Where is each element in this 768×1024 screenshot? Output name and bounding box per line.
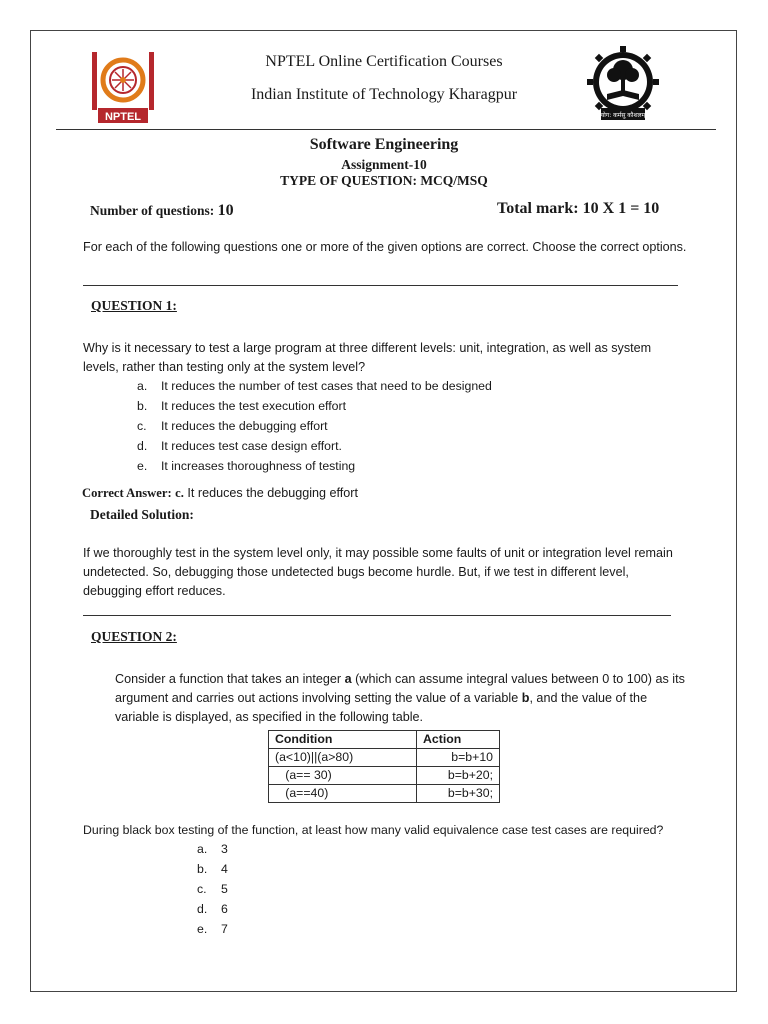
- table-cell-condition: (a== 30): [269, 767, 417, 785]
- total-mark: Total mark: 10 X 1 = 10: [497, 200, 660, 217]
- course-title: Software Engineering: [309, 136, 459, 153]
- q1-solution-heading: Detailed Solution:: [90, 507, 194, 522]
- num-questions-label: Number of questions: [90, 203, 210, 218]
- table-header-action: Action: [417, 731, 500, 749]
- q2-heading: QUESTION 2:: [91, 629, 177, 644]
- divider-1: [83, 285, 678, 286]
- table-row: [269, 749, 500, 767]
- q1-correct-answer: [82, 486, 358, 501]
- header-line-2: Indian Institute of Technology Kharagpur: [250, 86, 518, 103]
- q2-option-b: b. 4: [197, 862, 228, 876]
- table-cell-action: b=b+20;: [417, 767, 500, 785]
- q1-option-d: d. It reduces test case design effort.: [137, 439, 342, 453]
- instructions: For each of the following questions one or more of the given options are correct. Choose the correct options.: [83, 240, 687, 254]
- q1-heading: QUESTION 1:: [91, 298, 177, 313]
- num-questions: Number of questions: 10: [90, 202, 234, 219]
- table-cell-action: b=b+30;: [417, 785, 500, 803]
- condition-action-table: [268, 730, 500, 803]
- q1-text: Why is it necessary to test a large program at three different levels: unit, integration, as well as system levels, rather than testing only at the system level?: [83, 341, 652, 374]
- q2-option-a: a. 3: [197, 842, 228, 856]
- q2-options: [197, 839, 228, 939]
- answer-label: Correct Answer:: [82, 486, 172, 500]
- q2-option-d: d. 6: [197, 902, 228, 916]
- num-questions-value: 10: [217, 202, 234, 219]
- nptel-logo-text: NPTEL: [104, 111, 142, 123]
- table-cell-condition: (a<10)||(a>80): [269, 749, 417, 767]
- q2-text: Consider a function that takes an integer a (which can assume integral values between 0 to 100) as its argument and carries out actions involving setting the value of a variable b, and the value of the variable is displayed, as specified in the following table.: [115, 672, 685, 724]
- divider-2: [83, 615, 671, 616]
- q2-question: During black box testing of the function, at least how many valid equivalence case test cases are required?: [83, 823, 664, 837]
- table-cell-action: b=b+10: [417, 749, 500, 767]
- question-type: TYPE OF QUESTION: MCQ/MSQ: [280, 173, 488, 188]
- q2-option-c: c. 5: [197, 882, 228, 896]
- answer-text: It reduces the debugging effort: [187, 486, 358, 500]
- table-header-condition: Condition: [269, 731, 417, 749]
- seal-motto: योग: कर्मसु कौशलम्: [600, 112, 646, 119]
- q1-option-e: e. It increases thoroughness of testing: [137, 459, 356, 473]
- q1-option-a: a. It reduces the number of test cases that need to be designed: [137, 379, 492, 393]
- q2-option-e: e. 7: [197, 922, 228, 936]
- q1-options: [137, 376, 492, 476]
- table-row: [269, 767, 500, 785]
- q1-option-b: b. It reduces the test execution effort: [137, 399, 347, 413]
- answer-letter: c.: [175, 486, 184, 500]
- table-row: [269, 785, 500, 803]
- assignment-title: Assignment-10: [341, 157, 427, 172]
- header-line-1: NPTEL Online Certification Courses: [265, 53, 503, 70]
- header-rule: [56, 129, 716, 130]
- q1-solution: If we thoroughly test in the system level only, it may possible some faults of unit or integration level remain undetected. So, debugging those undetected bugs become hurdle. But, if we test in different level, debugging effort reduces.: [83, 546, 673, 598]
- table-header-row: [269, 731, 500, 749]
- table-cell-condition: (a==40): [269, 785, 417, 803]
- q1-option-c: c. It reduces the debugging effort: [137, 419, 328, 433]
